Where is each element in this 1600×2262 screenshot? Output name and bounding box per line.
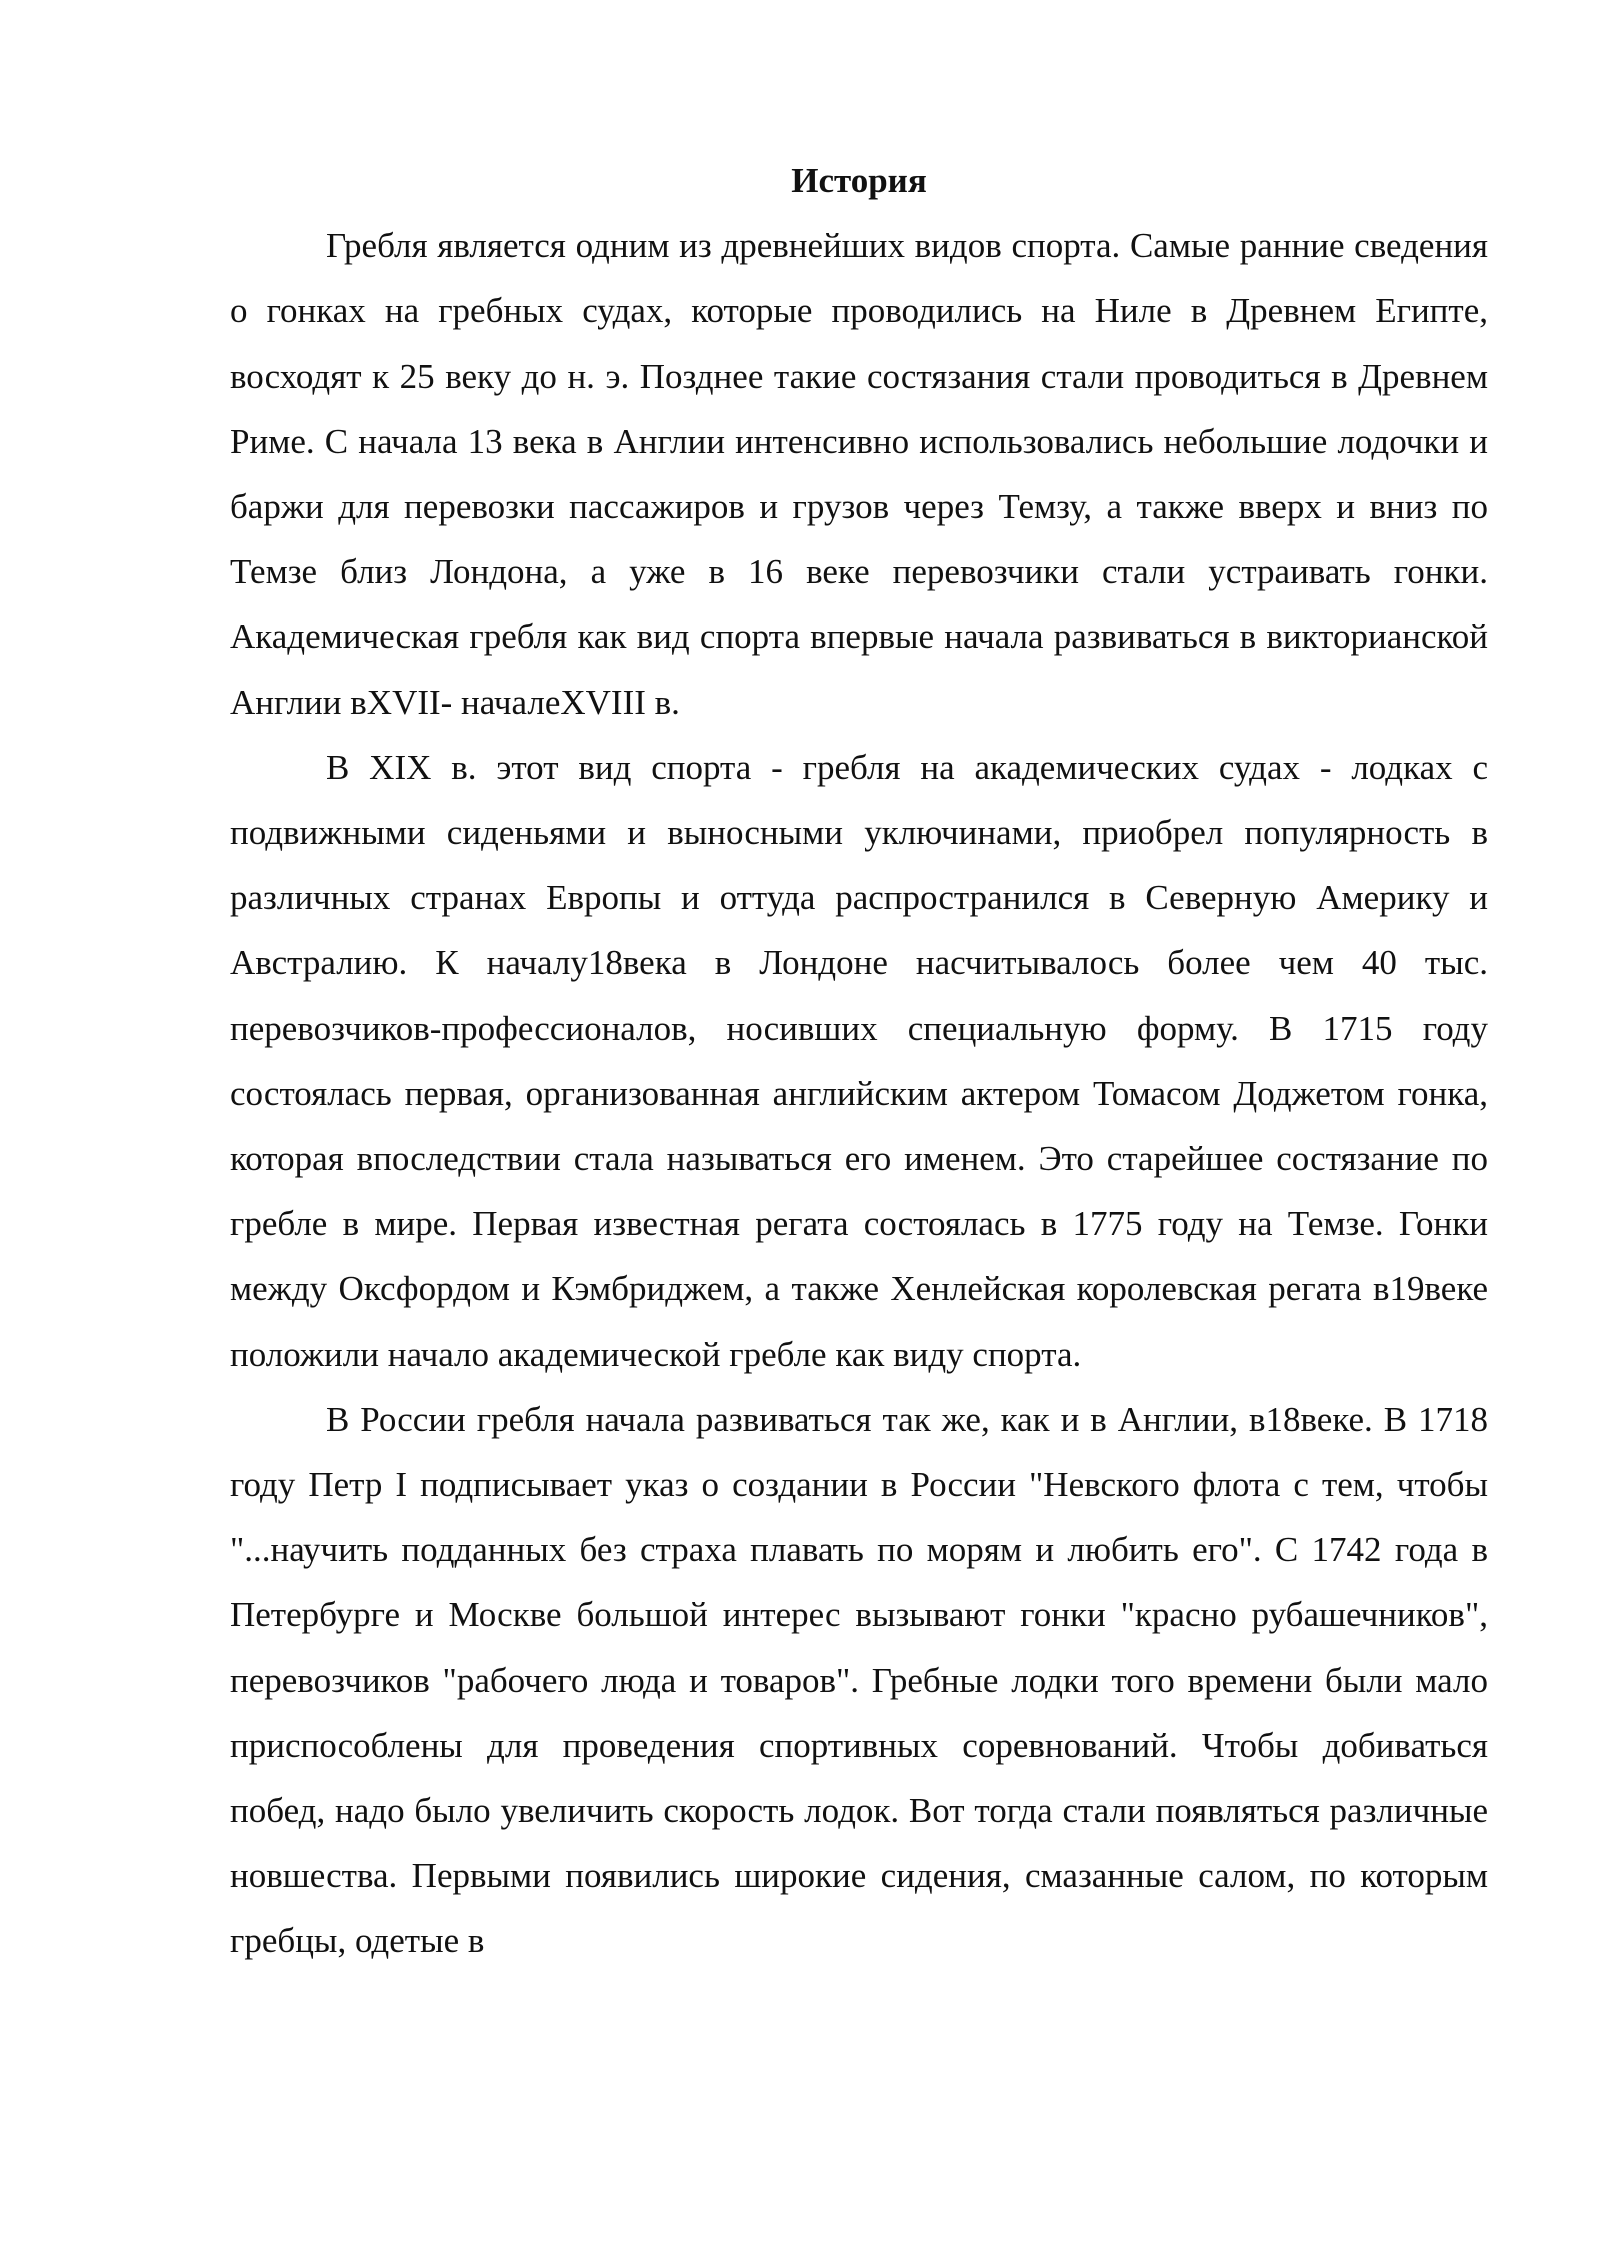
page-title: История (791, 161, 927, 200)
paragraph-russia: В России гребля начала развиваться так же, как и в Англии, в18веке. В 1718 году Петр I подписывает указ о создании в России "Невского флота с тем, чтобы "...научить подданных без страха плавать по морям и любить его". С 1742 года в Петербурге и Москве большой интерес вызывают гонки "красно рубашечников", перевозчиков "рабочего люда и товаров". Гребные лодки того времени были мало приспособлены для проведения спортивных соревнований. Чтобы добиваться побед, надо было увеличить скорость лодок. Вот тогда стали появляться различные новшества. Первыми появились широкие сидения, смазанные салом, по которым гребцы, одетые в (230, 1399, 1488, 1961)
paragraph-nineteenth-century: В XIX в. этот вид спорта - гребля на академических судах - лодках с подвижными сиденьями и выносными уключинами, приобрел популярность в различных странах Европы и оттуда распространился в Северную Америку и Австралию. К началу18века в Лондоне насчитывалось более чем 40 тыс. перевозчиков-профессионалов, носивших специальную форму. В 1715 году состоялась первая, организованная английским актером Томасом Доджетом гонка, которая впоследствии стала называться его именем. Это старейшее состязание по гребле в мире. Первая известная регата состоялась в 1775 году на Темзе. Гонки между Оксфордом и Кэмбриджем, а также Хенлейская королевская регата в19веке положили начало академической гребле как виду спорта. (230, 747, 1488, 1374)
document-body (230, 148, 1488, 1974)
paragraph-rowing-origins: Гребля является одним из древнейших видов спорта. Самые ранние сведения о гонках на гребных судах, которые проводились на Ниле в Древнем Египте, восходят к 25 веку до н. э. Позднее такие состязания стали проводиться в Древнем Риме. С начала 13 века в Англии интенсивно использовались небольшие лодочки и баржи для перевозки пассажиров и грузов через Темзу, а также вверх и вниз по Темзе близ Лондона, а уже в 16 веке перевозчики стали устраивать гонки. Академическая гребля как вид спорта впервые начала развиваться в викторианской Англии вXVII- началеXVIII в. (230, 226, 1488, 722)
